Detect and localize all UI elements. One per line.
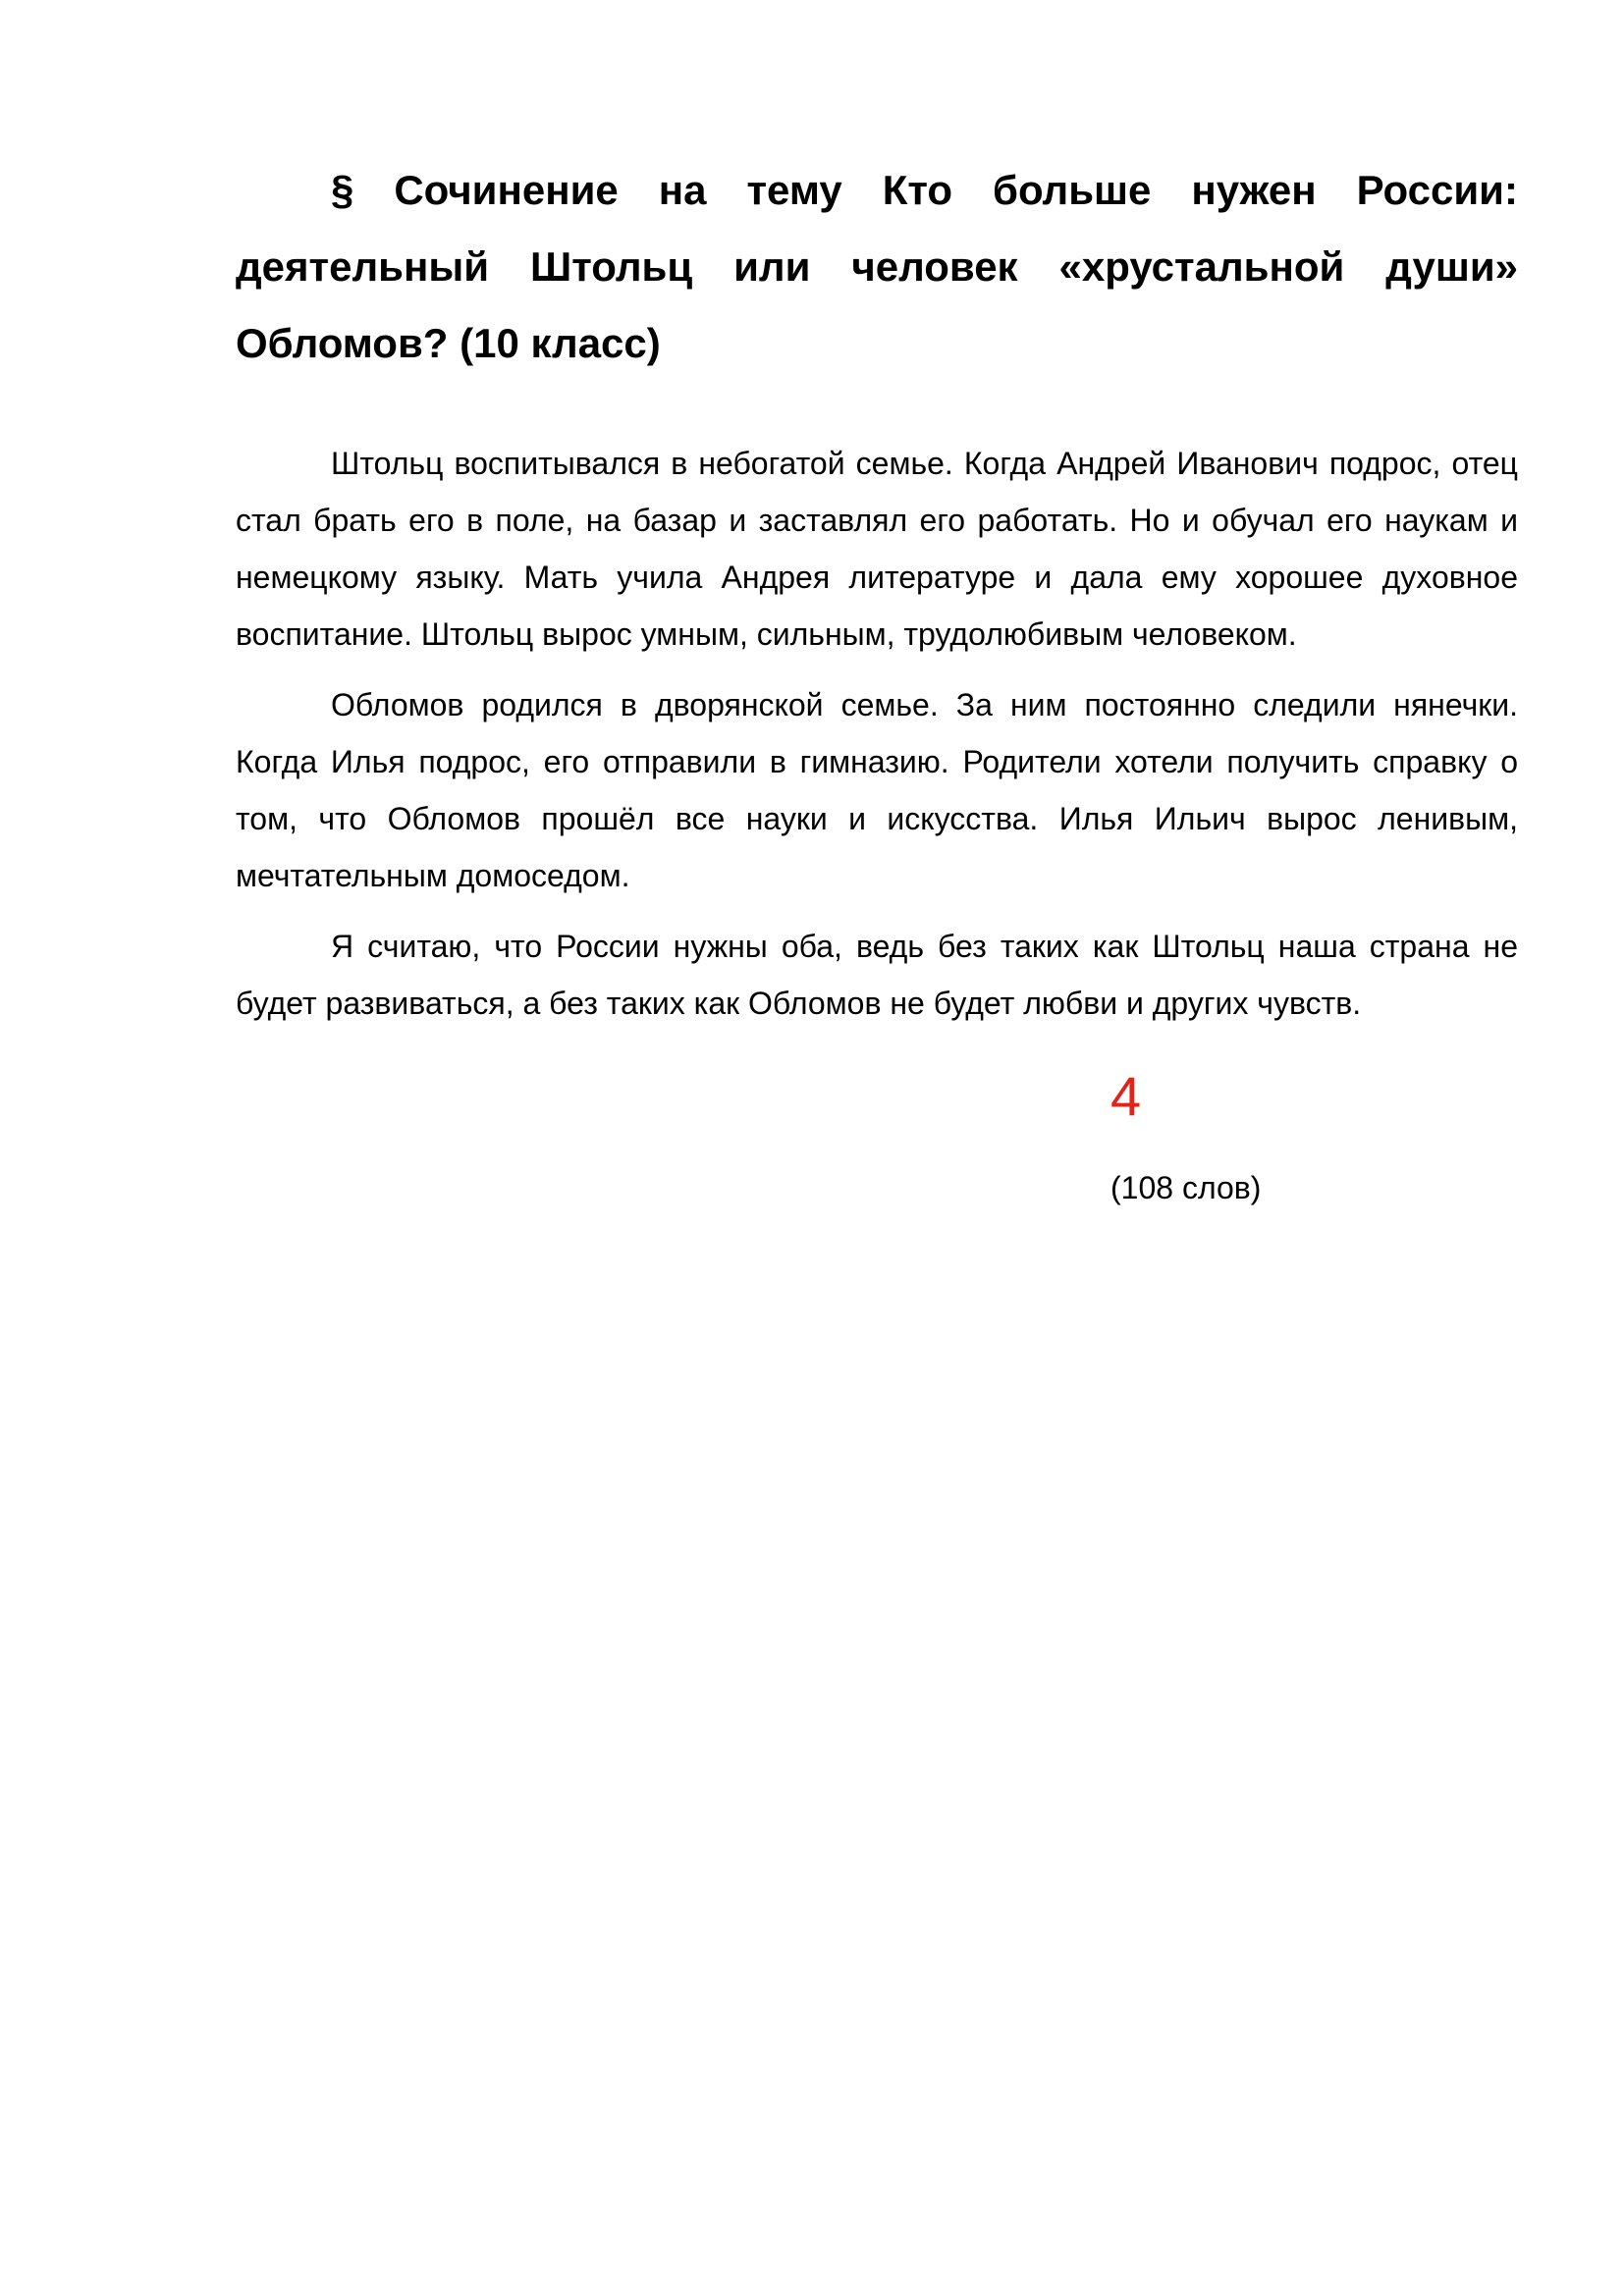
essay-body [236,435,1518,1045]
essay-paragraph: Штольц воспитывался в небогатой семье. Когда Андрей Иванович подрос, отец стал брать его в поле, на базар и заставлял его работать. Но и обучал его наукам и немецкому языку. Мать учила Андрея литературе и дала ему хорошее духовное воспитание. Штольц вырос умным, сильным, трудолюбивым человеком. [236,446,1518,652]
essay-paragraph: Обломов родился в дворянской семье. За ним постоянно следили нянечки. Когда Илья подрос, его отправили в гимназию. Родители хотели получить справку о том, что Обломов прошёл все науки и искусства. Илья Ильич вырос ленивым, мечтательным домоседом. [236,687,1518,893]
word-count: (108 слов) [1110,1170,1262,1205]
essay-paragraph: Я считаю, что России нужны оба, ведь без таких как Штольц наша страна не будет развиваться, а без таких как Обломов не будет любви и других чувств. [236,929,1518,1021]
essay-title: § Сочинение на тему Кто больше нужен России: деятельный Штольц или человек «хрустальной души» Обломов? (10 класс) [236,167,1518,366]
grade-mark: 4 [1110,1065,1142,1127]
